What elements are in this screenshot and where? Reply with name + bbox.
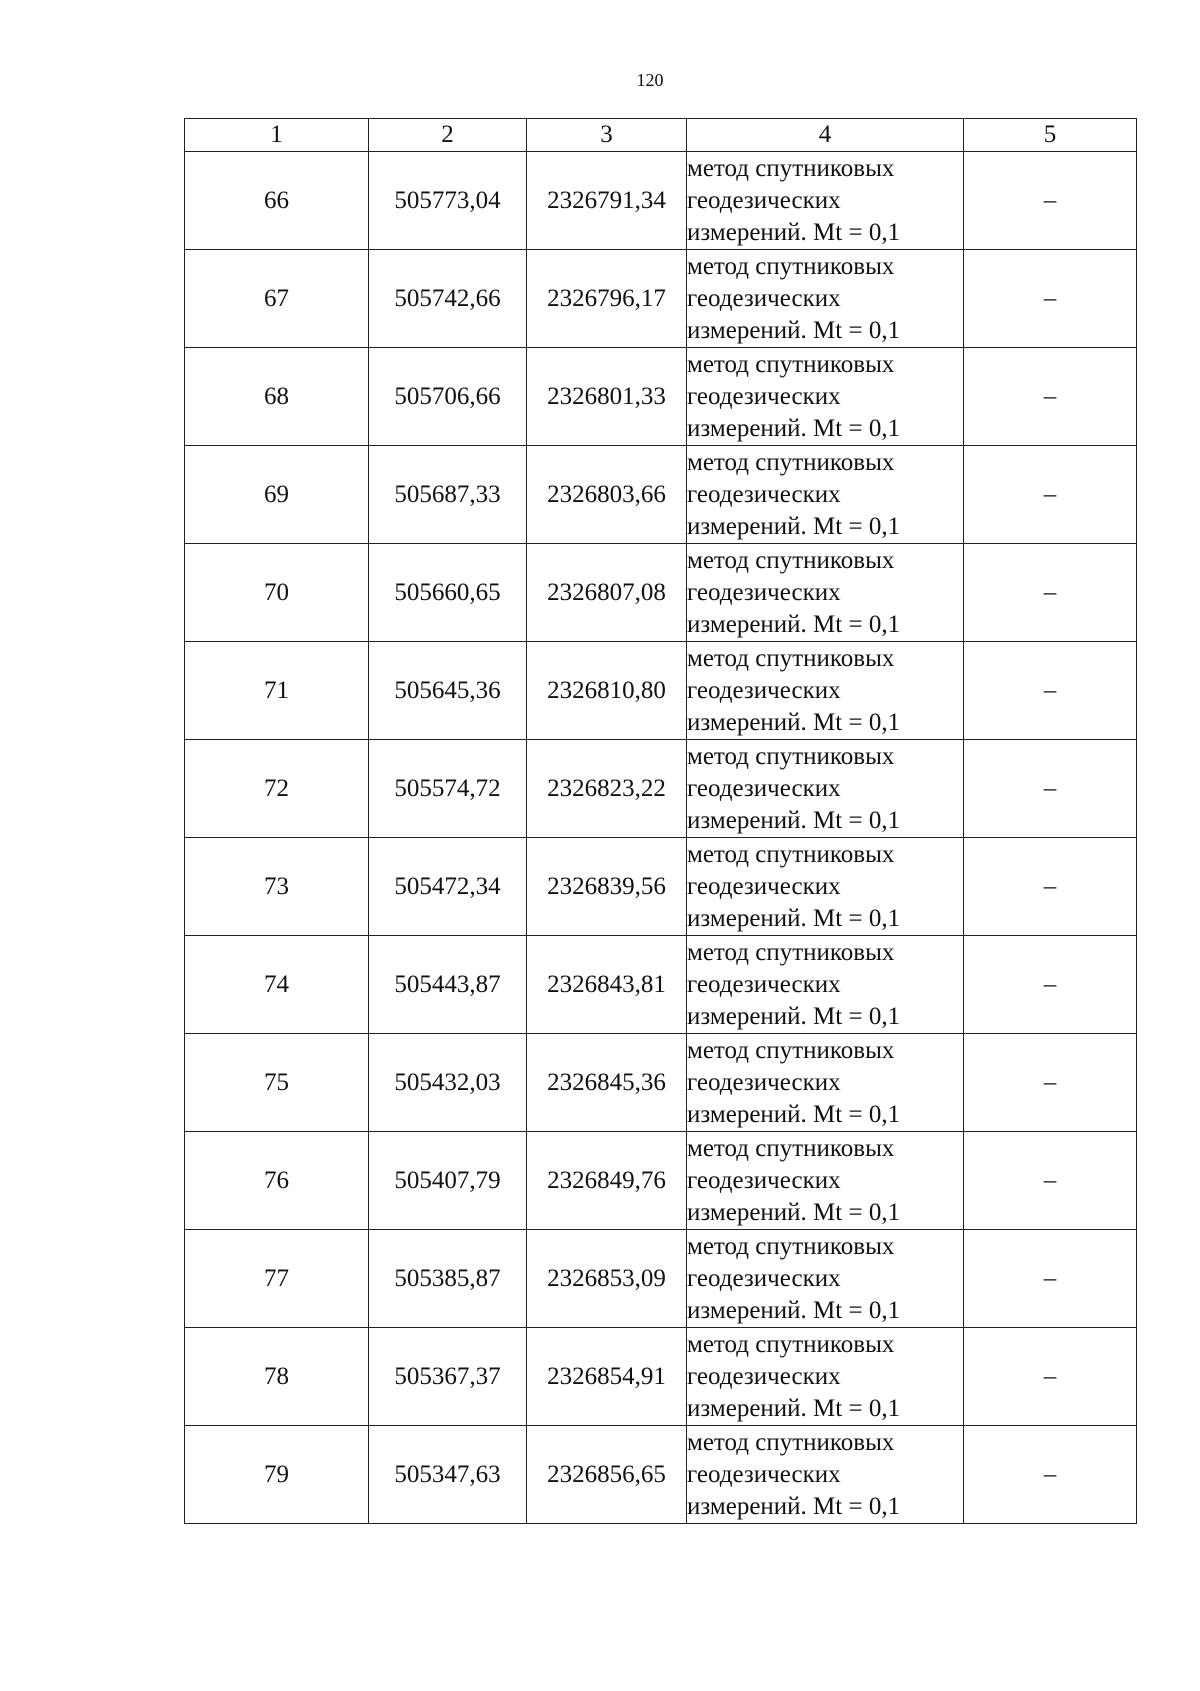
point-number-cell: 73 — [185, 838, 369, 936]
note-cell: – — [964, 1230, 1137, 1328]
method-line: измерений. Mt = 0,1 — [687, 708, 901, 736]
coordinates-table — [184, 118, 1137, 1524]
column-header: 2 — [369, 119, 527, 152]
x-coordinate-cell: 505706,66 — [369, 348, 527, 446]
table-row — [185, 152, 1137, 250]
note-cell: – — [964, 936, 1137, 1034]
table-row — [185, 1230, 1137, 1328]
note-cell: – — [964, 446, 1137, 544]
method-line: метод спутниковых — [687, 448, 895, 476]
method-cell — [687, 152, 964, 250]
point-number-cell: 74 — [185, 936, 369, 1034]
y-coordinate-cell: 2326803,66 — [527, 446, 687, 544]
y-coordinate-cell: 2326843,81 — [527, 936, 687, 1034]
note-cell: – — [964, 1328, 1137, 1426]
method-line: геодезических — [687, 284, 841, 312]
y-coordinate-cell: 2326823,22 — [527, 740, 687, 838]
x-coordinate-cell: 505443,87 — [369, 936, 527, 1034]
method-cell — [687, 1132, 964, 1230]
table-row — [185, 838, 1137, 936]
table-row — [185, 348, 1137, 446]
x-coordinate-cell: 505773,04 — [369, 152, 527, 250]
x-coordinate-cell: 505385,87 — [369, 1230, 527, 1328]
method-line: метод спутниковых — [687, 546, 895, 574]
method-cell — [687, 544, 964, 642]
method-line: геодезических — [687, 1264, 841, 1292]
method-cell — [687, 936, 964, 1034]
x-coordinate-cell: 505472,34 — [369, 838, 527, 936]
method-line: геодезических — [687, 970, 841, 998]
note-cell: – — [964, 152, 1137, 250]
table-row — [185, 250, 1137, 348]
point-number-cell: 67 — [185, 250, 369, 348]
method-line: геодезических — [687, 1362, 841, 1390]
x-coordinate-cell: 505645,36 — [369, 642, 527, 740]
table-row — [185, 1328, 1137, 1426]
point-number-cell: 68 — [185, 348, 369, 446]
method-line: измерений. Mt = 0,1 — [687, 512, 901, 540]
method-line: геодезических — [687, 872, 841, 900]
method-line: измерений. Mt = 0,1 — [687, 904, 901, 932]
x-coordinate-cell: 505347,63 — [369, 1426, 527, 1524]
method-cell — [687, 1426, 964, 1524]
method-line: геодезических — [687, 382, 841, 410]
point-number-cell: 76 — [185, 1132, 369, 1230]
method-cell — [687, 348, 964, 446]
y-coordinate-cell: 2326849,76 — [527, 1132, 687, 1230]
method-line: метод спутниковых — [687, 644, 895, 672]
method-line: измерений. Mt = 0,1 — [687, 610, 901, 638]
table-row — [185, 446, 1137, 544]
y-coordinate-cell: 2326791,34 — [527, 152, 687, 250]
method-line: метод спутниковых — [687, 840, 895, 868]
method-cell — [687, 446, 964, 544]
method-line: метод спутниковых — [687, 938, 895, 966]
y-coordinate-cell: 2326839,56 — [527, 838, 687, 936]
point-number-cell: 78 — [185, 1328, 369, 1426]
x-coordinate-cell: 505687,33 — [369, 446, 527, 544]
y-coordinate-cell: 2326853,09 — [527, 1230, 687, 1328]
method-line: измерений. Mt = 0,1 — [687, 1296, 901, 1324]
point-number-cell: 70 — [185, 544, 369, 642]
method-line: геодезических — [687, 676, 841, 704]
column-header: 5 — [964, 119, 1137, 152]
note-cell: – — [964, 1034, 1137, 1132]
note-cell: – — [964, 348, 1137, 446]
x-coordinate-cell: 505660,65 — [369, 544, 527, 642]
point-number-cell: 75 — [185, 1034, 369, 1132]
method-line: метод спутниковых — [687, 1428, 895, 1456]
note-cell: – — [964, 250, 1137, 348]
y-coordinate-cell: 2326796,17 — [527, 250, 687, 348]
column-header: 1 — [185, 119, 369, 152]
method-cell — [687, 1328, 964, 1426]
table-header-row — [185, 119, 1137, 152]
method-line: метод спутниковых — [687, 1330, 895, 1358]
method-line: геодезических — [687, 578, 841, 606]
page-number: 120 — [636, 70, 664, 90]
x-coordinate-cell: 505742,66 — [369, 250, 527, 348]
table-row — [185, 1426, 1137, 1524]
method-line: измерений. Mt = 0,1 — [687, 1394, 901, 1422]
method-line: геодезических — [687, 1460, 841, 1488]
table-row — [185, 1132, 1137, 1230]
y-coordinate-cell: 2326845,36 — [527, 1034, 687, 1132]
y-coordinate-cell: 2326810,80 — [527, 642, 687, 740]
y-coordinate-cell: 2326801,33 — [527, 348, 687, 446]
point-number-cell: 66 — [185, 152, 369, 250]
note-cell: – — [964, 838, 1137, 936]
point-number-cell: 69 — [185, 446, 369, 544]
method-line: метод спутниковых — [687, 350, 895, 378]
method-line: измерений. Mt = 0,1 — [687, 806, 901, 834]
method-line: измерений. Mt = 0,1 — [687, 1198, 901, 1226]
note-cell: – — [964, 1132, 1137, 1230]
note-cell: – — [964, 740, 1137, 838]
method-line: геодезических — [687, 774, 841, 802]
point-number-cell: 77 — [185, 1230, 369, 1328]
method-line: метод спутниковых — [687, 742, 895, 770]
method-cell — [687, 1230, 964, 1328]
method-line: метод спутниковых — [687, 1232, 895, 1260]
method-line: измерений. Mt = 0,1 — [687, 1100, 901, 1128]
table-row — [185, 740, 1137, 838]
x-coordinate-cell: 505367,37 — [369, 1328, 527, 1426]
method-line: измерений. Mt = 0,1 — [687, 1002, 901, 1030]
point-number-cell: 79 — [185, 1426, 369, 1524]
method-line: геодезических — [687, 480, 841, 508]
column-header: 4 — [687, 119, 964, 152]
method-line: метод спутниковых — [687, 154, 895, 182]
method-line: геодезических — [687, 1166, 841, 1194]
y-coordinate-cell: 2326807,08 — [527, 544, 687, 642]
point-number-cell: 71 — [185, 642, 369, 740]
y-coordinate-cell: 2326854,91 — [527, 1328, 687, 1426]
method-cell — [687, 642, 964, 740]
note-cell: – — [964, 544, 1137, 642]
method-line: метод спутниковых — [687, 252, 895, 280]
method-line: метод спутниковых — [687, 1036, 895, 1064]
method-line: измерений. Mt = 0,1 — [687, 218, 901, 246]
table-row — [185, 544, 1137, 642]
note-cell: – — [964, 1426, 1137, 1524]
method-cell — [687, 740, 964, 838]
table-row — [185, 936, 1137, 1034]
table-row — [185, 1034, 1137, 1132]
method-line: измерений. Mt = 0,1 — [687, 316, 901, 344]
x-coordinate-cell: 505574,72 — [369, 740, 527, 838]
x-coordinate-cell: 505432,03 — [369, 1034, 527, 1132]
method-line: метод спутниковых — [687, 1134, 895, 1162]
method-line: измерений. Mt = 0,1 — [687, 414, 901, 442]
method-line: геодезических — [687, 1068, 841, 1096]
y-coordinate-cell: 2326856,65 — [527, 1426, 687, 1524]
method-line: геодезических — [687, 186, 841, 214]
table-row — [185, 642, 1137, 740]
column-header: 3 — [527, 119, 687, 152]
x-coordinate-cell: 505407,79 — [369, 1132, 527, 1230]
note-cell: – — [964, 642, 1137, 740]
method-cell — [687, 250, 964, 348]
method-line: измерений. Mt = 0,1 — [687, 1492, 901, 1520]
point-number-cell: 72 — [185, 740, 369, 838]
method-cell — [687, 838, 964, 936]
method-cell — [687, 1034, 964, 1132]
